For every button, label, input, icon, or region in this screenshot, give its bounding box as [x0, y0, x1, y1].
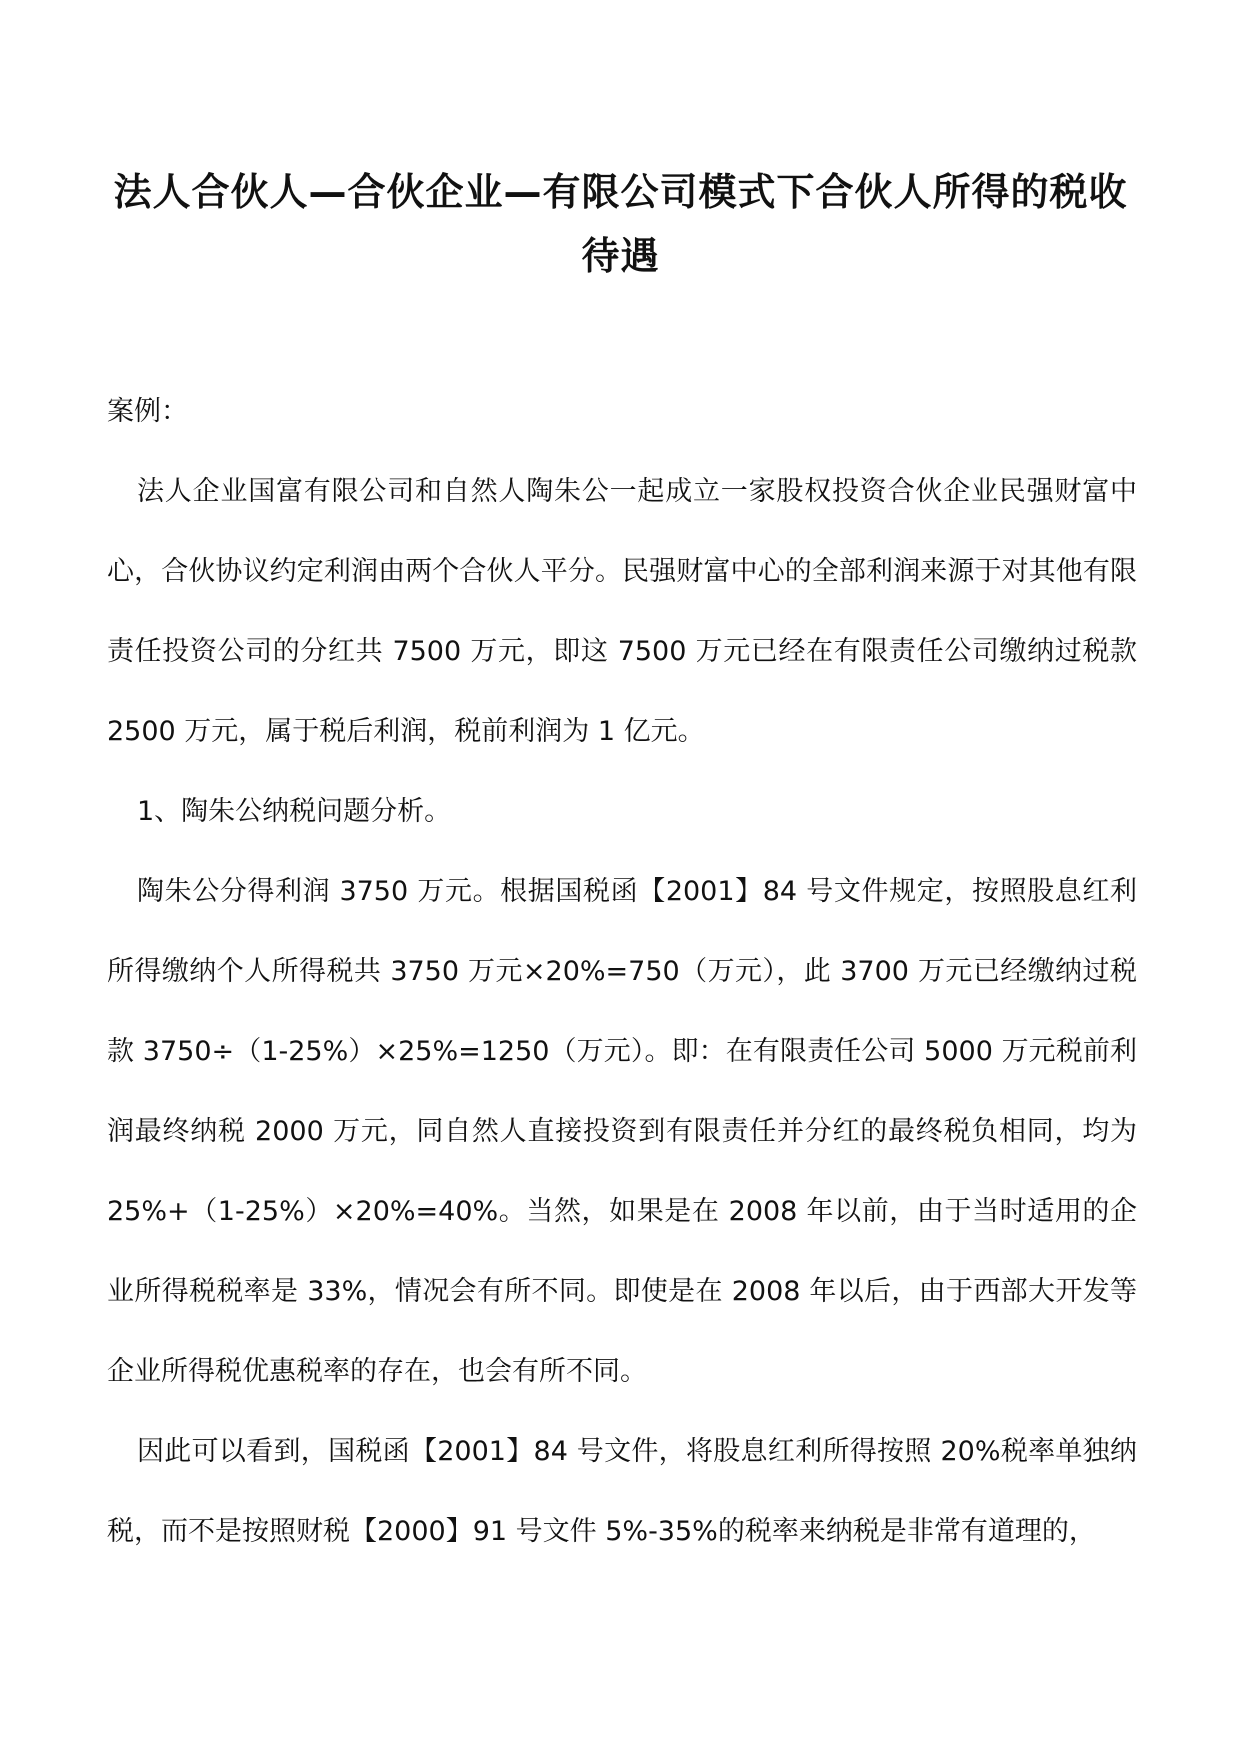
case-label: 案例：	[107, 396, 188, 427]
paragraph-conclusion: 因此可以看到，国税函【2001】84 号文件，将股息红利所得按照 20%税率单独纳税，而不是按照财税【2000】91 号文件 5%-35%的税率来纳税是非常有道理的，	[107, 1436, 1137, 1547]
section-heading-taozhugong: 1、陶朱公纳税问题分析。	[137, 796, 452, 827]
document-body	[107, 372, 1137, 1572]
document-title: 法人合伙人—合伙企业—有限公司模式下合伙人所得的税收待遇	[113, 170, 1128, 278]
paragraph-case-description: 法人企业国富有限公司和自然人陶朱公一起成立一家股权投资合伙企业民强财富中心，合伙协议约定利润由两个合伙人平分。民强财富中心的全部利润来源于对其他有限责任投资公司的分红共 7500 万元，即这 7500 万元已经在有限责任公司缴纳过税款 2500 万元，属于税后利润，税前利润为 1 亿元。	[107, 476, 1137, 747]
paragraph-tax-analysis: 陶朱公分得利润 3750 万元。根据国税函【2001】84 号文件规定，按照股息红利所得缴纳个人所得税共 3750 万元×20%=750（万元），此 3700 万元已经缴纳过税款 3750÷（1-25%）×25%=1250（万元）。即：在有限责任公司 5000 万元税前利润最终纳税 2000 万元，同自然人直接投资到有限责任并分红的最终税负相同，均为 25%+（1-25%）×20%=40%。当然，如果是在 2008 年以前，由于当时适用的企业所得税税率是 33%，情况会有所不同。即使是在 2008 年以后，由于西部大开发等企业所得税优惠税率的存在，也会有所不同。	[107, 876, 1137, 1387]
